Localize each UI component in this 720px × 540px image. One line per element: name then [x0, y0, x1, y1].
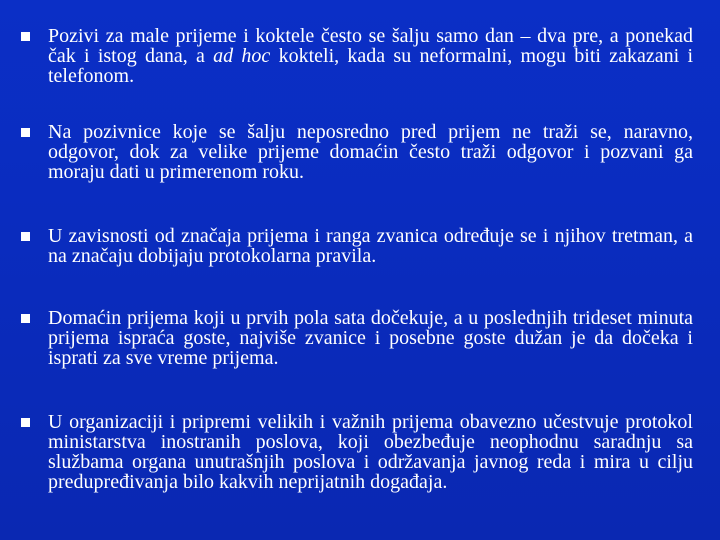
bullet-text: U organizaciji i pripremi velikih i važnih prijema obavezno učestvuje protokol ministarstva inostranih poslova, koji obezbeđuje neophodnu saradnju sa službama organa unutrašnjih poslova i održavanja javnog reda i mira u cilju predupređivanja bilo kakvih neprijatnih događaja.	[48, 411, 693, 493]
square-bullet-icon	[21, 418, 30, 427]
square-bullet-icon	[21, 314, 30, 323]
italic-term: ad hoc	[213, 45, 271, 67]
bullet-text: Pozivi za male prijeme i koktele često se šalju samo dan – dva pre, a ponekad čak i istog dana, a ad hoc kokteli, kada su neformalni, mogu biti zakazani i telefonom.	[48, 25, 693, 87]
bullet-text: Domaćin prijema koji u prvih pola sata dočekuje, a u poslednjih trideset minuta prijema ispraća goste, najviše zvanice i posebne goste dužan je da dočeka i isprati za sve vreme prijema.	[48, 307, 693, 369]
square-bullet-icon	[21, 32, 30, 41]
bullet-text: Na pozivnice koje se šalju neposredno pred prijem ne traži se, naravno, odgovor, dok za velike prijeme domaćin često traži odgovor i pozvani ga moraju dati u primerenom roku.	[48, 121, 693, 183]
square-bullet-icon	[21, 232, 30, 241]
bullet-text: U zavisnosti od značaja prijema i ranga zvanica određuje se i njihov tretman, a na značaju dobijaju protokolarna pravila.	[48, 225, 693, 267]
square-bullet-icon	[21, 128, 30, 137]
